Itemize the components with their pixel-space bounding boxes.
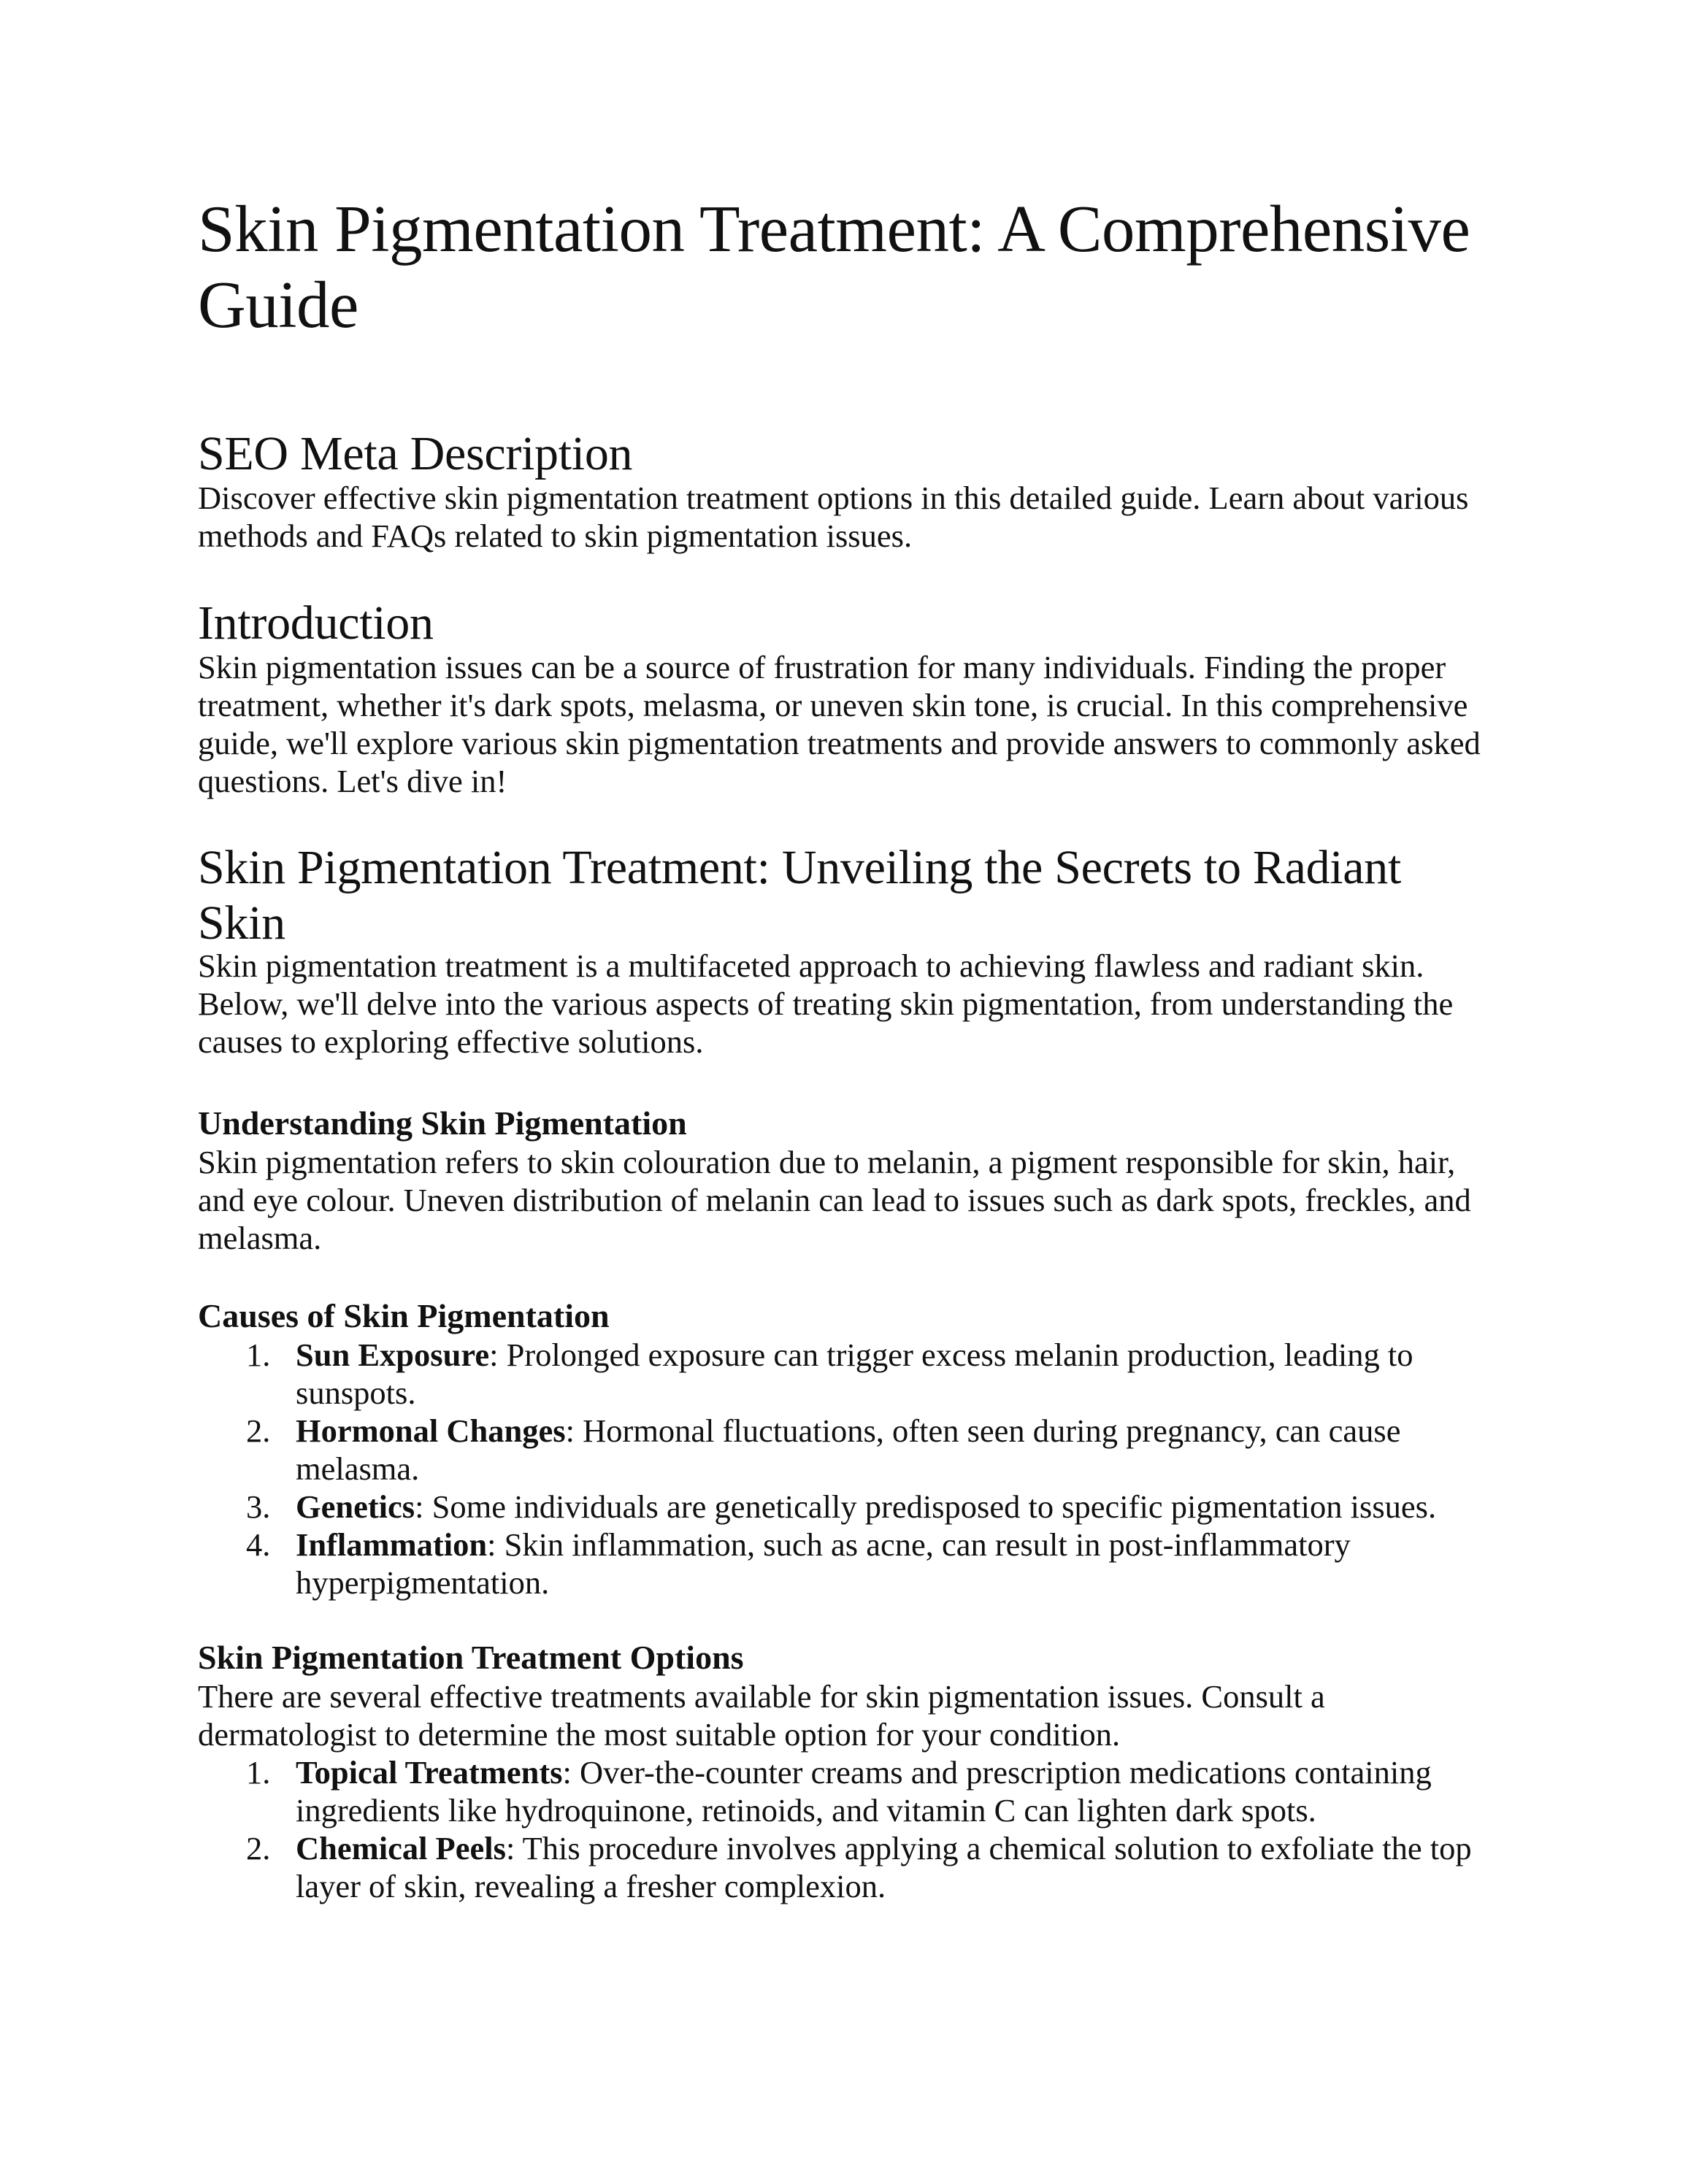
secrets-text: Skin pigmentation treatment is a multifaceted approach to achieving flawless and radiant skin. Below, we'll delve into the various aspects of treating skin pigmentation, from understanding the causes to exploring effective solutions.: [198, 947, 1454, 1060]
list-item: [198, 1829, 1497, 1905]
options-text: There are several effective treatments available for skin pigmentation issues. Consult a dermatologist to determine the most suitable option for your condition.: [198, 1678, 1325, 1753]
list-item: [198, 1336, 1497, 1412]
list-number: 3.: [246, 1488, 271, 1525]
seo-section: [198, 426, 1497, 555]
list-term: Genetics: [296, 1488, 415, 1525]
secrets-section: [198, 840, 1497, 1061]
options-section: [198, 1638, 1497, 1905]
list-item: [198, 1526, 1497, 1602]
list-number: 1.: [246, 1754, 271, 1791]
understanding-text: Skin pigmentation refers to skin colouration due to melanin, a pigment responsible for skin, hair, and eye colour. Uneven distribution of melanin can lead to issues such as dark spots, freckles, and melasma.: [198, 1144, 1471, 1256]
seo-heading: SEO Meta Description: [198, 427, 633, 480]
understanding-section: [198, 1104, 1497, 1257]
page-title: Skin Pigmentation Treatment: A Comprehensive Guide: [198, 192, 1470, 342]
list-desc: : Some individuals are genetically predisposed to specific pigmentation issues.: [415, 1488, 1437, 1525]
list-desc: : Prolonged exposure can trigger excess melanin production, leading to sunspots.: [296, 1337, 1413, 1411]
options-heading: Skin Pigmentation Treatment Options: [198, 1639, 744, 1676]
list-number: 2.: [246, 1830, 271, 1866]
intro-section: [198, 596, 1497, 800]
list-term: Sun Exposure: [296, 1337, 490, 1373]
secrets-heading: Skin Pigmentation Treatment: Unveiling the Secrets to Radiant Skin: [198, 841, 1402, 950]
causes-heading: Causes of Skin Pigmentation: [198, 1297, 610, 1334]
causes-list: [198, 1336, 1497, 1602]
intro-heading: Introduction: [198, 596, 434, 650]
list-desc: : This procedure involves applying a chemical solution to exfoliate the top layer of skin, revealing a fresher complexion.: [296, 1830, 1472, 1904]
intro-text: Skin pigmentation issues can be a source of frustration for many individuals. Finding the proper treatment, whether it's dark spots, melasma, or uneven skin tone, is crucial. In this comprehensive guide, we'll explore various skin pigmentation treatments and provide answers to commonly asked questions. Let's dive in!: [198, 649, 1481, 799]
list-number: 1.: [246, 1337, 271, 1373]
list-desc: : Hormonal fluctuations, often seen during pregnancy, can cause melasma.: [296, 1412, 1401, 1487]
list-item: [198, 1412, 1497, 1488]
list-term: Hormonal Changes: [296, 1412, 566, 1449]
list-number: 2.: [246, 1412, 271, 1449]
list-desc: : Skin inflammation, such as acne, can result in post-inflammatory hyperpigmentation.: [296, 1526, 1351, 1601]
list-number: 4.: [246, 1526, 271, 1563]
list-desc: : Over-the-counter creams and prescription medications containing ingredients like hydroquinone, retinoids, and vitamin C can lighten dark spots.: [296, 1754, 1432, 1829]
seo-text: Discover effective skin pigmentation treatment options in this detailed guide. Learn about various methods and FAQs related to skin pigmentation issues.: [198, 480, 1469, 554]
list-item: [198, 1488, 1497, 1526]
options-list: [198, 1753, 1497, 1905]
list-term: Topical Treatments: [296, 1754, 563, 1791]
understanding-heading: Understanding Skin Pigmentation: [198, 1104, 687, 1142]
list-term: Chemical Peels: [296, 1830, 506, 1866]
list-term: Inflammation: [296, 1526, 488, 1563]
causes-section: [198, 1296, 1497, 1602]
list-item: [198, 1753, 1497, 1829]
